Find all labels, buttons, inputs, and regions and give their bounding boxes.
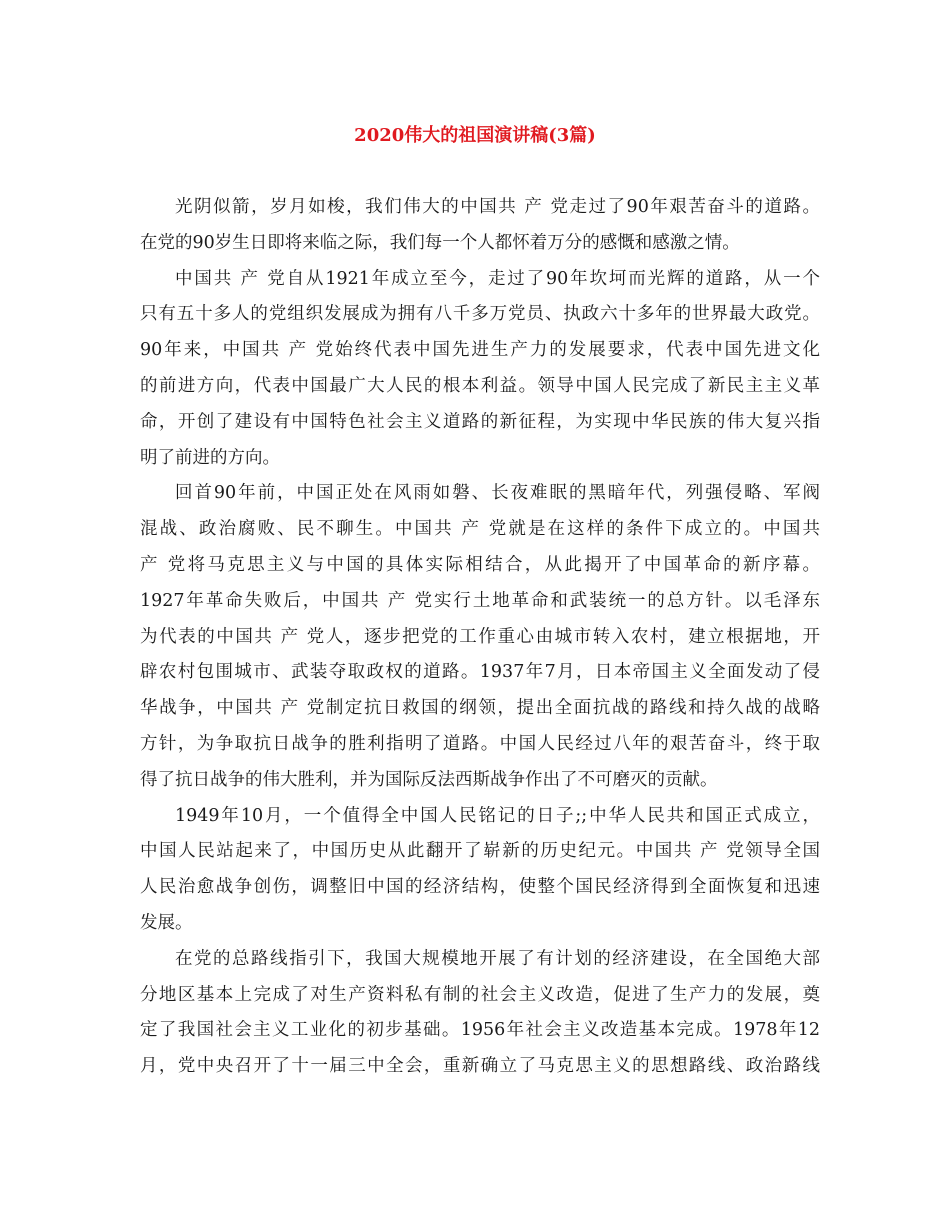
text-line: 定了我国社会主义工业化的初步基础。1956年社会主义改造基本完成。1978年12: [140, 1020, 820, 1041]
text-line: 在党的90岁生日即将来临之际，我们每一个人都怀着万分的感慨和感激之情。: [140, 232, 740, 253]
text-line: 得了抗日战争的伟大胜利，并为国际反法西斯战争作出了不可磨灭的贡献。: [140, 769, 718, 790]
text-line: 90年来，中国共 产 党始终代表中国先进生产力的发展要求，代表中国先进文化: [140, 340, 820, 361]
text-line: 为代表的中国共 产 党人，逐步把党的工作重心由城市转入农村，建立根据地，开: [140, 626, 820, 647]
text-line: 方针，为争取抗日战争的胜利指明了道路。中国人民经过八年的艰苦奋斗，终于取: [140, 733, 820, 754]
text-line: 命，开创了建设有中国特色社会主义道路的新征程，为实现中华民族的伟大复兴指: [140, 411, 820, 432]
text-line: 人民治愈战争创伤，调整旧中国的经济结构，使整个国民经济得到全面恢复和迅速: [140, 877, 820, 898]
text-line: 辟农村包围城市、武装夺取政权的道路。1937年7月，日本帝国主义全面发动了侵: [140, 662, 820, 683]
text-line: 华战争，中国共 产 党制定抗日救国的纲领，提出全面抗战的路线和持久战的战略: [140, 698, 820, 719]
text-line: 月，党中央召开了十一届三中全会，重新确立了马克思主义的思想路线、政治路线: [140, 1056, 820, 1077]
text-line: 产 党将马克思主义与中国的具体实际相结合，从此揭开了中国革命的新序幕。: [140, 554, 820, 575]
text-line: 中国人民站起来了，中国历史从此翻开了崭新的历史纪元。中国共 产 党领导全国: [140, 841, 820, 862]
text-line: 的前进方向，代表中国最广大人民的根本利益。领导中国人民完成了新民主主义革: [140, 375, 820, 396]
document-body: [140, 190, 820, 1085]
text-line: 光阴似箭，岁月如梭，我们伟大的中国共 产 党走过了90年艰苦奋斗的道路。: [175, 197, 820, 217]
text-line: 明了前进的方向。: [140, 447, 280, 468]
text-line: 发展。: [140, 912, 193, 933]
text-line: 只有五十多人的党组织发展成为拥有八千多万党员、执政六十多年的世界最大政党。: [140, 304, 820, 325]
document-title: 2020伟大的祖国演讲稿(3篇): [354, 125, 596, 146]
text-line: 混战、政治腐败、民不聊生。中国共 产 党就是在这样的条件下成立的。中国共: [140, 519, 820, 540]
text-line: 在党的总路线指引下，我国大规模地开展了有计划的经济建设，在全国绝大部: [175, 948, 820, 969]
text-line: 分地区基本上完成了对生产资料私有制的社会主义改造，促进了生产力的发展，奠: [140, 984, 820, 1005]
text-line: 回首90年前，中国正处在风雨如磐、长夜难眠的黑暗年代，列强侵略、军阀: [175, 483, 820, 504]
text-line: 中国共 产 党自从1921年成立至今，走过了90年坎坷而光辉的道路，从一个: [175, 268, 820, 289]
text-line: 1927年革命失败后，中国共 产 党实行土地革命和武装统一的总方针。以毛泽东: [140, 590, 820, 611]
text-line: 1949年10月，一个值得全中国人民铭记的日子;;中华人民共和国正式成立，: [175, 805, 820, 826]
